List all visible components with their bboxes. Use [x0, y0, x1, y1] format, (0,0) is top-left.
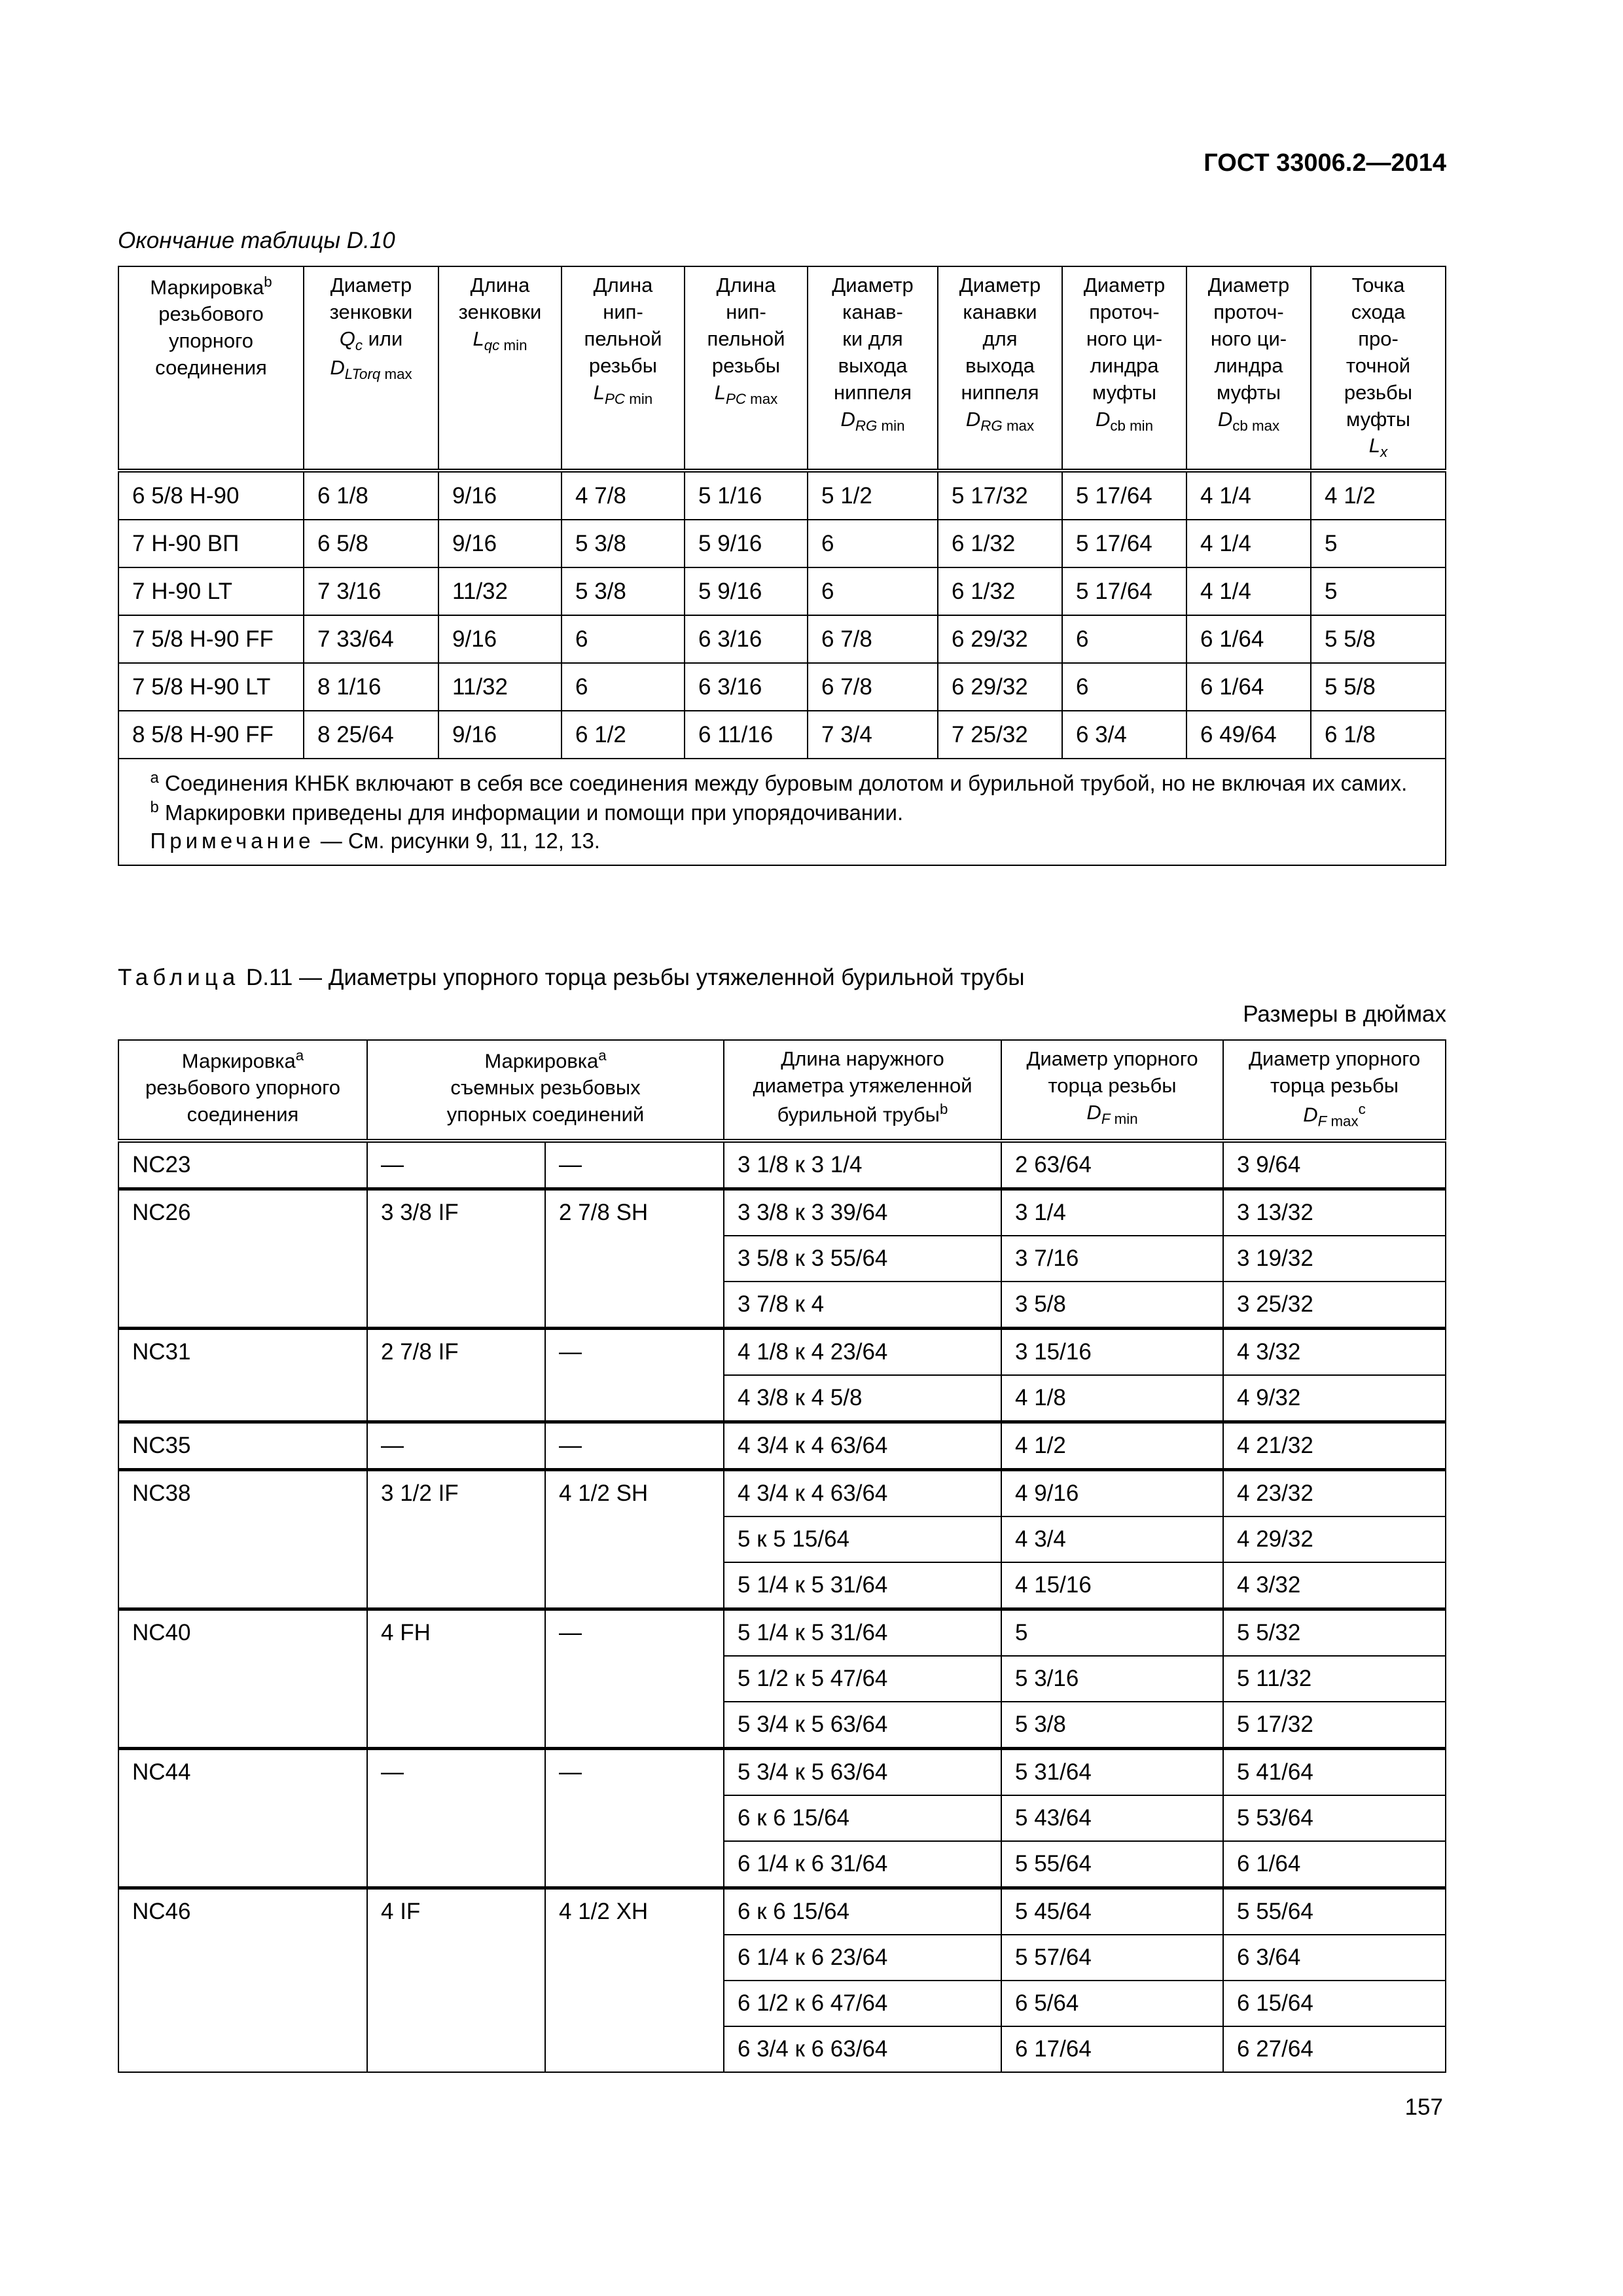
table-cell: 5 3/16 — [1001, 1656, 1223, 1702]
table-cell: 6 — [562, 615, 685, 663]
group-mark-cell: NC46 — [118, 1888, 367, 2073]
table-cell: 6 к 6 15/64 — [724, 1888, 1001, 1935]
table-row — [118, 1329, 1446, 1376]
table-cell: 6 49/64 — [1186, 711, 1311, 759]
table-cell: 7 H-90 ВП — [118, 520, 304, 567]
table-cell: 5 3/4 к 5 63/64 — [724, 1749, 1001, 1796]
table-cell: 3 1/4 — [1001, 1189, 1223, 1236]
table-cell: 6 29/32 — [938, 663, 1062, 711]
table-d11 — [118, 1039, 1446, 2073]
table-cell: 9/16 — [438, 615, 562, 663]
table-cell: 7 33/64 — [304, 615, 438, 663]
table-cell: 6 11/16 — [685, 711, 808, 759]
table-cell: 6 3/16 — [685, 663, 808, 711]
table-cell: 6 5/8 H-90 — [118, 471, 304, 520]
table-cell: 6 1/4 к 6 23/64 — [724, 1935, 1001, 1981]
group-rem1-cell: 2 7/8 IF — [367, 1329, 545, 1422]
table-cell: 5 57/64 — [1001, 1935, 1223, 1981]
group-rem1-cell: — — [367, 1422, 545, 1470]
table-cell: 3 13/32 — [1223, 1189, 1446, 1236]
table-cell: 5 5/8 — [1311, 663, 1446, 711]
units-label: Размеры в дюймах — [1243, 1001, 1446, 1027]
table-cell: 3 19/32 — [1223, 1236, 1446, 1282]
group-mark-cell: NC44 — [118, 1749, 367, 1888]
note-b: $^b$ Маркировки приведены для информации и помощи при упорядочивании. — [150, 798, 904, 825]
page-number: 157 — [1404, 2094, 1443, 2120]
table-row — [118, 1749, 1446, 1796]
table-cell: 5 17/32 — [1223, 1702, 1446, 1749]
table-cell: 5 1/4 к 5 31/64 — [724, 1562, 1001, 1609]
t1-header-col-10: Точка схода про- точной резьбы муфты $L_x$ — [1311, 266, 1446, 471]
table-cell: 6 — [1062, 615, 1186, 663]
t2-header-marking: Маркировка$^a$ резьбового упорного соединения — [118, 1040, 367, 1141]
table-cell: 3 7/16 — [1001, 1236, 1223, 1282]
table-cell: 6 1/2 к 6 47/64 — [724, 1981, 1001, 2026]
table2-caption: Таблица D.11 — Диаметры упорного торца резьбы утяжеленной бурильной трубы — [118, 965, 1025, 990]
table-cell: 4 9/32 — [1223, 1375, 1446, 1422]
group-rem2-cell: 4 1/2 SH — [545, 1470, 724, 1609]
table-row — [118, 471, 1446, 520]
group-rem1-cell: 3 3/8 IF — [367, 1189, 545, 1329]
table-cell: 6 к 6 15/64 — [724, 1795, 1001, 1841]
table-cell: 4 23/32 — [1223, 1470, 1446, 1517]
table-cell: 6 — [808, 567, 938, 615]
table-cell: 9/16 — [438, 471, 562, 520]
table-cell: 4 1/4 — [1186, 520, 1311, 567]
document-code: ГОСТ 33006.2—2014 — [1204, 149, 1446, 177]
table-row — [118, 663, 1446, 711]
group-rem1-cell: 4 IF — [367, 1888, 545, 2073]
table-row — [118, 1888, 1446, 1935]
table-cell: 3 7/8 к 4 — [724, 1282, 1001, 1329]
table-cell: 4 9/16 — [1001, 1470, 1223, 1517]
group-mark-cell: NC40 — [118, 1609, 367, 1749]
table-cell: 3 5/8 к 3 55/64 — [724, 1236, 1001, 1282]
group-rem2-cell: — — [545, 1141, 724, 1189]
table-cell: 4 3/4 к 4 63/64 — [724, 1422, 1001, 1470]
t2-header-df-max: Диаметр упорного торца резьбы $D_{F max}^c$ — [1223, 1040, 1446, 1141]
group-mark-cell: NC38 — [118, 1470, 367, 1609]
group-mark-cell: NC26 — [118, 1189, 367, 1329]
table-cell: 3 25/32 — [1223, 1282, 1446, 1329]
table-cell: 4 3/4 к 4 63/64 — [724, 1470, 1001, 1517]
table-cell: 5 9/16 — [685, 520, 808, 567]
table-cell: 7 5/8 H-90 LT — [118, 663, 304, 711]
table-cell: 4 3/8 к 4 5/8 — [724, 1375, 1001, 1422]
table-cell: 6 1/8 — [1311, 711, 1446, 759]
table-cell: 5 1/4 к 5 31/64 — [724, 1609, 1001, 1657]
table-cell: 4 3/4 — [1001, 1516, 1223, 1562]
table-cell: 3 15/16 — [1001, 1329, 1223, 1376]
group-rem2-cell: 2 7/8 SH — [545, 1189, 724, 1329]
table-cell: 3 9/64 — [1223, 1141, 1446, 1189]
table-cell: 6 1/64 — [1223, 1841, 1446, 1888]
table-cell: 5 5/8 — [1311, 615, 1446, 663]
table-cell: 5 11/32 — [1223, 1656, 1446, 1702]
table-cell: 6 1/32 — [938, 520, 1062, 567]
table-cell: 11/32 — [438, 663, 562, 711]
t1-header-col-5: Длина нип- пельной резьбы $L_{PC max}$ — [685, 266, 808, 471]
group-rem2-cell: — — [545, 1749, 724, 1888]
table-cell: 5 43/64 — [1001, 1795, 1223, 1841]
table-cell: 5 3/8 — [1001, 1702, 1223, 1749]
group-rem2-cell: — — [545, 1609, 724, 1749]
table-cell: 5 3/8 — [562, 567, 685, 615]
table-cell: 6 3/64 — [1223, 1935, 1446, 1981]
table-cell: 6 17/64 — [1001, 2026, 1223, 2072]
table-cell: 6 5/64 — [1001, 1981, 1223, 2026]
table-cell: 7 5/8 H-90 FF — [118, 615, 304, 663]
table-cell: 3 1/8 к 3 1/4 — [724, 1141, 1001, 1189]
group-rem2-cell: — — [545, 1422, 724, 1470]
table-row — [118, 567, 1446, 615]
table-cell: 4 1/8 к 4 23/64 — [724, 1329, 1001, 1376]
table-cell: 4 1/4 — [1186, 471, 1311, 520]
table-cell: 5 — [1311, 567, 1446, 615]
table-cell: 4 1/2 — [1001, 1422, 1223, 1470]
table1-notes — [118, 759, 1446, 865]
table-cell: 8 25/64 — [304, 711, 438, 759]
t1-header-col-1: Маркировка$^b$ резьбового упорного соединения — [118, 266, 304, 471]
t1-header-col-7: Диаметр канавки для выхода ниппеля $D_{RG max}$ — [938, 266, 1062, 471]
table-cell: 11/32 — [438, 567, 562, 615]
table-cell: 4 7/8 — [562, 471, 685, 520]
table-row — [118, 1609, 1446, 1657]
table-cell: 2 63/64 — [1001, 1141, 1223, 1189]
group-mark-cell: NC23 — [118, 1141, 367, 1189]
table-row — [118, 520, 1446, 567]
table-cell: 5 55/64 — [1001, 1841, 1223, 1888]
t1-header-col-6: Диаметр канав- ки для выхода ниппеля $D_{RG min}$ — [808, 266, 938, 471]
table-cell: 6 — [562, 663, 685, 711]
t2-header-df-min: Диаметр упорного торца резьбы $D_{F min}$ — [1001, 1040, 1223, 1141]
group-mark-cell: NC35 — [118, 1422, 367, 1470]
table-cell: 6 1/32 — [938, 567, 1062, 615]
table-cell: 6 29/32 — [938, 615, 1062, 663]
table-cell: 5 1/2 к 5 47/64 — [724, 1656, 1001, 1702]
table-row — [118, 1422, 1446, 1470]
table-cell: 3 5/8 — [1001, 1282, 1223, 1329]
table-cell: 4 15/16 — [1001, 1562, 1223, 1609]
group-rem2-cell: — — [545, 1329, 724, 1422]
table-cell: 5 1/2 — [808, 471, 938, 520]
table-cell: 5 53/64 — [1223, 1795, 1446, 1841]
table-cell: 7 25/32 — [938, 711, 1062, 759]
table-cell: 9/16 — [438, 711, 562, 759]
table-cell: 6 7/8 — [808, 663, 938, 711]
table-cell: 6 5/8 — [304, 520, 438, 567]
table-cell: 7 H-90 LT — [118, 567, 304, 615]
group-rem1-cell: 3 1/2 IF — [367, 1470, 545, 1609]
table-cell: 6 3/4 к 6 63/64 — [724, 2026, 1001, 2072]
table-cell: 6 — [808, 520, 938, 567]
table-cell: 6 15/64 — [1223, 1981, 1446, 2026]
table1-caption: Окончание таблицы D.10 — [118, 228, 395, 253]
table-cell: 5 41/64 — [1223, 1749, 1446, 1796]
table-d10-continuation — [118, 266, 1446, 866]
table-row — [118, 1189, 1446, 1236]
table-cell: 5 17/32 — [938, 471, 1062, 520]
group-rem1-cell: — — [367, 1141, 545, 1189]
table-cell: 5 55/64 — [1223, 1888, 1446, 1935]
table-cell: 6 1/64 — [1186, 663, 1311, 711]
table-cell: 4 1/4 — [1186, 567, 1311, 615]
table-cell: 5 31/64 — [1001, 1749, 1223, 1796]
table-cell: 5 1/16 — [685, 471, 808, 520]
table-cell: 5 3/4 к 5 63/64 — [724, 1702, 1001, 1749]
table-cell: 6 3/4 — [1062, 711, 1186, 759]
table-cell: 5 — [1001, 1609, 1223, 1657]
group-rem1-cell: — — [367, 1749, 545, 1888]
table-cell: 5 17/64 — [1062, 471, 1186, 520]
table-cell: 4 29/32 — [1223, 1516, 1446, 1562]
table-cell: 5 17/64 — [1062, 567, 1186, 615]
table-row — [118, 1470, 1446, 1517]
t1-header-col-4: Длина нип- пельной резьбы $L_{PC min}$ — [562, 266, 685, 471]
group-rem2-cell: 4 1/2 XH — [545, 1888, 724, 2073]
table-cell: 5 к 5 15/64 — [724, 1516, 1001, 1562]
table-cell: 7 3/16 — [304, 567, 438, 615]
table-cell: 5 45/64 — [1001, 1888, 1223, 1935]
t1-header-col-8: Диаметр проточ- ного ци- линдра муфты $D_{cb min}$ — [1062, 266, 1186, 471]
table-cell: 6 7/8 — [808, 615, 938, 663]
table-cell: 9/16 — [438, 520, 562, 567]
table-row — [118, 615, 1446, 663]
t1-header-col-3: Длина зенковки $L_{qc min}$ — [438, 266, 562, 471]
t1-header-col-9: Диаметр проточ- ного ци- линдра муфты $D_{cb max}$ — [1186, 266, 1311, 471]
table-cell: 4 21/32 — [1223, 1422, 1446, 1470]
note-a: $^a$ Соединения КНБК включают в себя все соединения между буровым долотом и бурильной трубой, но не включая их самих. — [150, 769, 1408, 795]
table-cell: 5 — [1311, 520, 1446, 567]
table-cell: 7 3/4 — [808, 711, 938, 759]
note-primechanie: Примечание — См. рисунки 9, 11, 12, 13. — [150, 828, 600, 853]
group-rem1-cell: 4 FH — [367, 1609, 545, 1749]
table-cell: 6 1/2 — [562, 711, 685, 759]
t2-header-length: Длина наружного диаметра утяжеленной бурильной трубы$^b$ — [724, 1040, 1001, 1141]
table-cell: 6 27/64 — [1223, 2026, 1446, 2072]
table-cell: 4 1/8 — [1001, 1375, 1223, 1422]
table-row — [118, 1141, 1446, 1189]
table-cell: 8 1/16 — [304, 663, 438, 711]
t1-header-col-2: Диаметр зенковки $Q_c$ или $D_{LTorq max}$ — [304, 266, 438, 471]
table-cell: 4 1/2 — [1311, 471, 1446, 520]
table-cell: 4 3/32 — [1223, 1562, 1446, 1609]
table-row — [118, 711, 1446, 759]
table-cell: 6 3/16 — [685, 615, 808, 663]
table-cell: 5 3/8 — [562, 520, 685, 567]
table-cell: 5 9/16 — [685, 567, 808, 615]
table-cell: 6 1/8 — [304, 471, 438, 520]
table-cell: 8 5/8 H-90 FF — [118, 711, 304, 759]
table-cell: 3 3/8 к 3 39/64 — [724, 1189, 1001, 1236]
group-mark-cell: NC31 — [118, 1329, 367, 1422]
table-cell: 6 1/64 — [1186, 615, 1311, 663]
t2-header-removable: Маркировка$^a$ съемных резьбовых упорных соединений — [367, 1040, 724, 1141]
table-cell: 4 3/32 — [1223, 1329, 1446, 1376]
table-cell: 5 17/64 — [1062, 520, 1186, 567]
table-cell: 5 5/32 — [1223, 1609, 1446, 1657]
table-cell: 6 — [1062, 663, 1186, 711]
table-cell: 6 1/4 к 6 31/64 — [724, 1841, 1001, 1888]
